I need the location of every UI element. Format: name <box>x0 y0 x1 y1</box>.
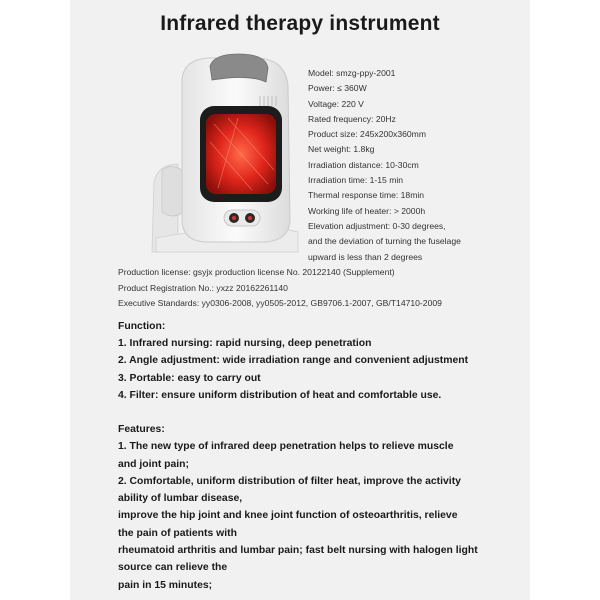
features-line: improve the hip joint and knee joint function of osteoarthritis, relieve <box>118 510 458 522</box>
features-line: source can relieve the <box>118 562 228 574</box>
features-line: and joint pain; <box>118 458 189 470</box>
features-section <box>118 421 523 594</box>
features-line: pain in 15 minutes; <box>118 579 213 591</box>
spec-item: Irradiation distance: 10-30cm <box>308 159 419 170</box>
device-image <box>148 52 308 257</box>
function-item: 1. Infrared nursing: rapid nursing, deep penetration <box>118 338 372 350</box>
spec-item: Product size: 245x200x360mm <box>308 129 426 140</box>
spec-item: Voltage: 220 V <box>308 98 364 109</box>
features-line: ability of lumbar disease, <box>118 493 243 505</box>
spec-item: Irradiation time: 1-15 min <box>308 175 404 186</box>
spec-item: Thermal response time: 18min <box>308 190 425 201</box>
license-line: Executive Standards: yy0306-2008, yy0505-2012, GB9706.1-2007, GB/T14710-2009 <box>118 298 442 309</box>
features-heading: Features: <box>118 424 165 435</box>
function-item: 2. Angle adjustment: wide irradiation range and convenient adjustment <box>118 355 469 367</box>
spec-item: and the deviation of turning the fuselage <box>308 236 461 247</box>
license-line: Production license: gsyjx production license No. 20122140 (Supplement) <box>118 267 395 277</box>
function-heading: Function: <box>118 321 166 332</box>
page-title: Infrared therapy instrument <box>160 12 440 35</box>
spec-item: Model: smzg-ppy-2001 <box>308 68 396 78</box>
spec-item: Elevation adjustment: 0-30 degrees, <box>308 220 446 231</box>
function-section <box>118 318 523 404</box>
product-page <box>70 0 530 600</box>
spec-item: Power: ≤ 360W <box>308 83 367 94</box>
license-line: Product Registration No.: yxzz 20162261140 <box>118 282 288 293</box>
features-line: rheumatoid arthritis and lumbar pain; fast belt nursing with halogen light <box>118 545 478 557</box>
function-item: 3. Portable: easy to carry out <box>118 372 261 384</box>
features-line: 1. The new type of infrared deep penetration helps to relieve muscle <box>118 441 454 453</box>
spec-item: Net weight: 1.8kg <box>308 144 375 155</box>
features-line: the pain of patients with <box>118 527 237 539</box>
function-item: 4. Filter: ensure uniform distribution of heat and comfortable use. <box>118 389 442 401</box>
spec-item: Rated frequency: 20Hz <box>308 113 396 124</box>
license-info <box>118 265 528 312</box>
features-line: 2. Comfortable, uniform distribution of filter heat, improve the activity <box>118 475 461 487</box>
spec-list <box>308 66 528 265</box>
spec-item: upward is less than 2 degrees <box>308 251 423 262</box>
spec-item: Working life of heater: > 2000h <box>308 205 426 216</box>
